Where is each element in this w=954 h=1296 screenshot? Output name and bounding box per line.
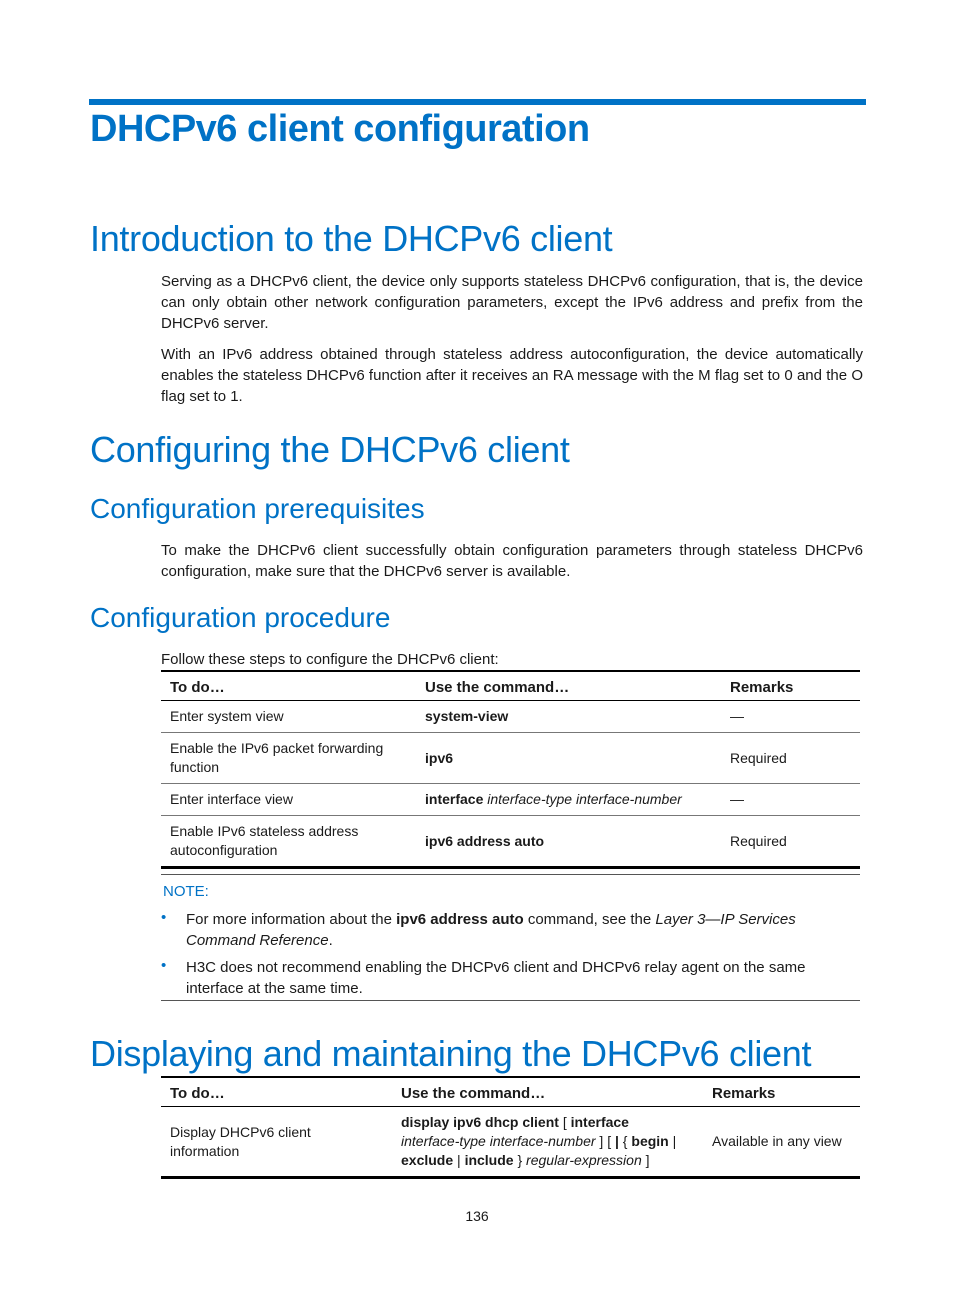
subsection-heading-prerequisites: Configuration prerequisites	[90, 493, 425, 524]
column-header-remarks: Remarks	[703, 1077, 860, 1107]
note-box	[161, 874, 860, 1001]
command-argument: interface-type interface-number	[487, 791, 682, 807]
todo-cell: Enable the IPv6 packet forwarding function	[161, 733, 416, 784]
command-cell	[416, 784, 721, 816]
column-header-command: Use the command…	[392, 1077, 703, 1107]
column-header-todo: To do…	[161, 1077, 392, 1107]
command-keyword: system-view	[425, 708, 509, 724]
intro-paragraph-1: Serving as a DHCPv6 client, the device only supports stateless DHCPv6 configuration, that is, the device can only obtain other network configuration parameters, except the IPv6 address and prefix from the DHCPv6 server.	[161, 273, 863, 332]
table-header-row	[161, 1077, 860, 1107]
table-header-row	[161, 671, 860, 701]
note-command-keyword: ipv6 address auto	[396, 911, 524, 928]
chapter-rule	[89, 99, 866, 105]
command-cell: display ipv6 dhcp client [ interface interface-type interface-number ] [ | { begin | exclude | include } regular-expression ]	[392, 1107, 703, 1178]
section-heading-introduction: Introduction to the DHCPv6 client	[90, 218, 613, 259]
remarks-cell: Required	[721, 733, 860, 784]
command-keyword: interface	[425, 791, 484, 807]
configuration-steps-table	[161, 670, 860, 869]
page-number: 136	[465, 1208, 489, 1224]
table-row	[161, 784, 860, 816]
table-row	[161, 1107, 860, 1178]
bullet-icon: •	[161, 957, 167, 974]
subsection-heading-procedure: Configuration procedure	[90, 602, 391, 633]
todo-cell: Display DHCPv6 client information	[161, 1107, 392, 1178]
todo-cell: Enter system view	[161, 701, 416, 733]
table-row	[161, 733, 860, 784]
note-reference-title: Layer 3—IP Services Command Reference	[186, 911, 796, 949]
intro-paragraph-2: With an IPv6 address obtained through stateless address autoconfiguration, the device automatically enables the stateless DHCPv6 function after it receives an RA message with the M flag set to 0 and the O flag set to 1.	[161, 346, 863, 405]
column-header-command: Use the command…	[416, 671, 721, 701]
remarks-cell: Available in any view	[703, 1107, 860, 1178]
note-item-2: H3C does not recommend enabling the DHCPv6 client and DHCPv6 relay agent on the same interface at the same time.	[186, 959, 806, 997]
command-keyword: ipv6 address auto	[425, 832, 545, 849]
command-cell	[416, 701, 721, 733]
column-header-todo: To do…	[161, 671, 416, 701]
todo-cell: Enter interface view	[161, 784, 416, 816]
command-cell	[416, 733, 721, 784]
procedure-intro: Follow these steps to configure the DHCPv6 client:	[161, 651, 499, 668]
table-row	[161, 816, 860, 868]
table-row	[161, 701, 860, 733]
remarks-cell: —	[721, 784, 860, 816]
bullet-icon: •	[161, 909, 167, 926]
chapter-title: DHCPv6 client configuration	[90, 108, 590, 150]
command-keyword: ipv6	[425, 749, 454, 766]
note-item-1: For more information about the ipv6 address auto command, see the Layer 3—IP Services Command Reference.	[186, 911, 796, 949]
remarks-cell: Required	[721, 816, 860, 868]
display-commands-table	[161, 1076, 860, 1179]
remarks-cell: —	[721, 701, 860, 733]
todo-cell: Enable IPv6 stateless address autoconfiguration	[161, 816, 416, 868]
command-cell	[416, 816, 721, 868]
column-header-remarks: Remarks	[721, 671, 860, 701]
section-heading-configuring: Configuring the DHCPv6 client	[90, 429, 570, 470]
prerequisites-paragraph: To make the DHCPv6 client successfully obtain configuration parameters through stateless DHCPv6 configuration, make sure that the DHCPv6 server is available.	[161, 542, 863, 580]
section-heading-displaying: Displaying and maintaining the DHCPv6 client	[90, 1033, 812, 1074]
note-title: NOTE:	[163, 883, 209, 900]
